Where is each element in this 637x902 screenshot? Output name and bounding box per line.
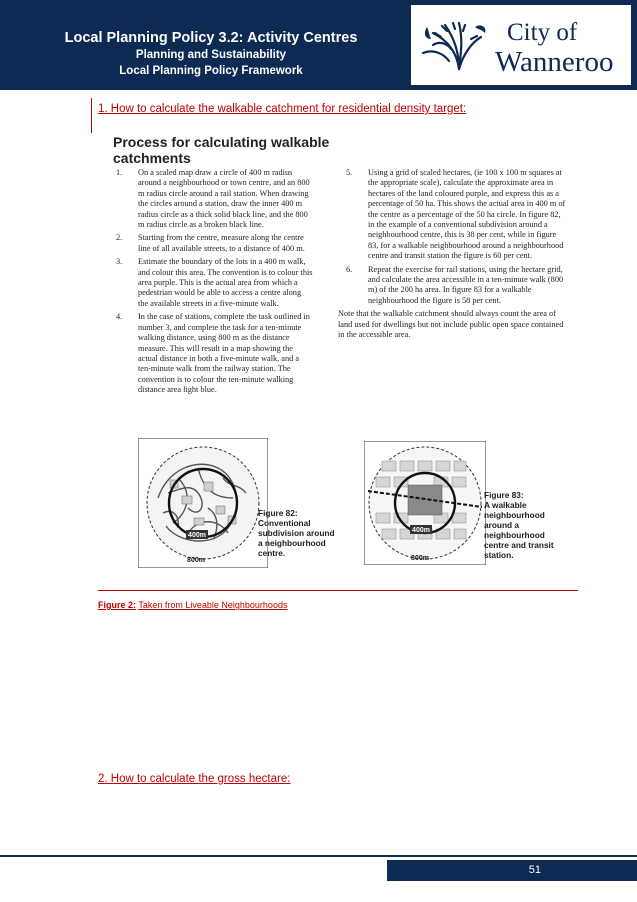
step-number: 4. xyxy=(116,312,123,322)
excerpt-right-column xyxy=(338,168,568,341)
fig83-800m-label: 800m xyxy=(411,555,429,562)
caption-line: subdivision around xyxy=(258,528,335,538)
caption-line: centre and transit xyxy=(484,540,554,550)
figure-82-caption xyxy=(258,508,335,558)
caption-line: centre. xyxy=(258,548,286,558)
step-number: 2. xyxy=(116,233,123,243)
step-item xyxy=(338,168,568,262)
fig82-400m-label: 400m xyxy=(188,532,206,539)
logo-emblem-icon xyxy=(419,19,491,71)
caption-line: neighbourhood xyxy=(484,510,545,520)
step-number: 6. xyxy=(346,264,353,274)
logo-city-text: City of xyxy=(507,19,578,46)
caption-line: A walkable xyxy=(484,500,527,510)
step-number: 5. xyxy=(346,168,353,177)
fig82-800m-label: 800m xyxy=(187,557,205,564)
figure-ref-label: Figure 2: xyxy=(98,600,137,610)
caption-line: around a xyxy=(484,520,520,530)
header-subtitle: Planning and Sustainability xyxy=(135,49,287,61)
figure-83-map xyxy=(364,441,486,565)
section-2-heading: 2. How to calculate the gross hectare: xyxy=(98,773,291,785)
footer-bar xyxy=(387,860,637,881)
figure-82-map xyxy=(138,438,268,568)
caption-line: a neighbourhood xyxy=(258,538,326,548)
step-number: 1. xyxy=(116,168,123,177)
scanned-excerpt xyxy=(108,128,580,578)
footer-rule xyxy=(0,855,637,857)
figure-83-caption xyxy=(484,490,554,560)
caption-line: Figure 82: xyxy=(258,508,298,518)
caption-line: Conventional xyxy=(258,518,311,528)
figure-separator xyxy=(98,590,578,591)
step-item xyxy=(108,312,313,395)
step-text: Using a grid of scaled hectares, (ie 100 x 100 m squares at the appropriate scale), calculate the approximate area in hectares of the land coloured purple, and express this as a percentage of 50 ha. This shows the actual area in 400 m of the centre as a percentage of the 50 ha circle. In figure 82, in the example of a conventional subdivision around a neighbourhood centre, this is 38 per cent, while in figure 83, for a walkable neighbourhood around a neighbourhood centre and transit station the figure is 60 per cent. xyxy=(368,168,566,261)
caption-line: Figure 83: xyxy=(484,490,524,500)
step-number: 3. xyxy=(116,257,123,267)
excerpt-note: Note that the walkable catchment should always count the area of land used for dwellings but not include public open space contained in the accessible area. xyxy=(338,309,564,340)
excerpt-left-column xyxy=(108,168,313,399)
step-text: In the case of stations, complete the task outlined in number 3, and complete the task for a ten-minute walking distance, using 800 m as the distance measure. This will result in a map showing the actual distance in both a five-minute walk, and a ten-minute walk from the railway station. The convention is to colour the ten-minute walking distance area light blue. xyxy=(138,312,310,395)
figure-ref-text: Taken from Liveable Neighbourhoods xyxy=(138,600,288,610)
step-text: On a scaled map draw a circle of 400 m radius around a neighbourhood or town centre, and an 800 m radius circle around a rail station. When drawing the circles around a station, draw the inner 400 m radius circle as a thick solid black line, and the 800 m radius circle as a broken black line. xyxy=(138,168,310,230)
step-text: Repeat the exercise for rail stations, using the hectare grid, and calculate the area accessible in a ten-minute walk (800 m) of the 200 ha area. In figure 83 for a walkable neighbourhood the figure is 58 per cent. xyxy=(368,264,564,305)
caption-line: neighbourhood xyxy=(484,530,545,540)
step-item xyxy=(338,265,568,307)
step-item xyxy=(108,233,313,254)
margin-rule xyxy=(91,98,92,133)
fig83-400m-label: 400m xyxy=(412,527,430,534)
page-number: 51 xyxy=(528,864,541,876)
excerpt-title: Process for calculating walkable catchments xyxy=(113,134,330,166)
page-header xyxy=(0,0,637,90)
header-title: Local Planning Policy 3.2: Activity Centres xyxy=(64,30,358,46)
step-item xyxy=(108,257,313,309)
step-item xyxy=(108,168,313,230)
header-framework: Local Planning Policy Framework xyxy=(119,65,303,77)
caption-line: station. xyxy=(484,550,514,560)
figure-reference xyxy=(98,600,287,610)
header-text-block xyxy=(50,30,372,79)
city-logo xyxy=(411,5,631,85)
step-text: Starting from the centre, measure along the centre line of all available streets, to a distance of 400 m. xyxy=(138,233,305,253)
section-1-heading: 1. How to calculate the walkable catchment for residential density target: xyxy=(98,103,467,115)
step-text: Estimate the boundary of the lots in a 400 m walk, and colour this area. The convention is to colour this area purple. This is the actual area from which a pedestrian would be able to access a centre along the available streets in a five-minute walk. xyxy=(138,257,313,308)
logo-name-text: Wanneroo xyxy=(495,46,614,78)
